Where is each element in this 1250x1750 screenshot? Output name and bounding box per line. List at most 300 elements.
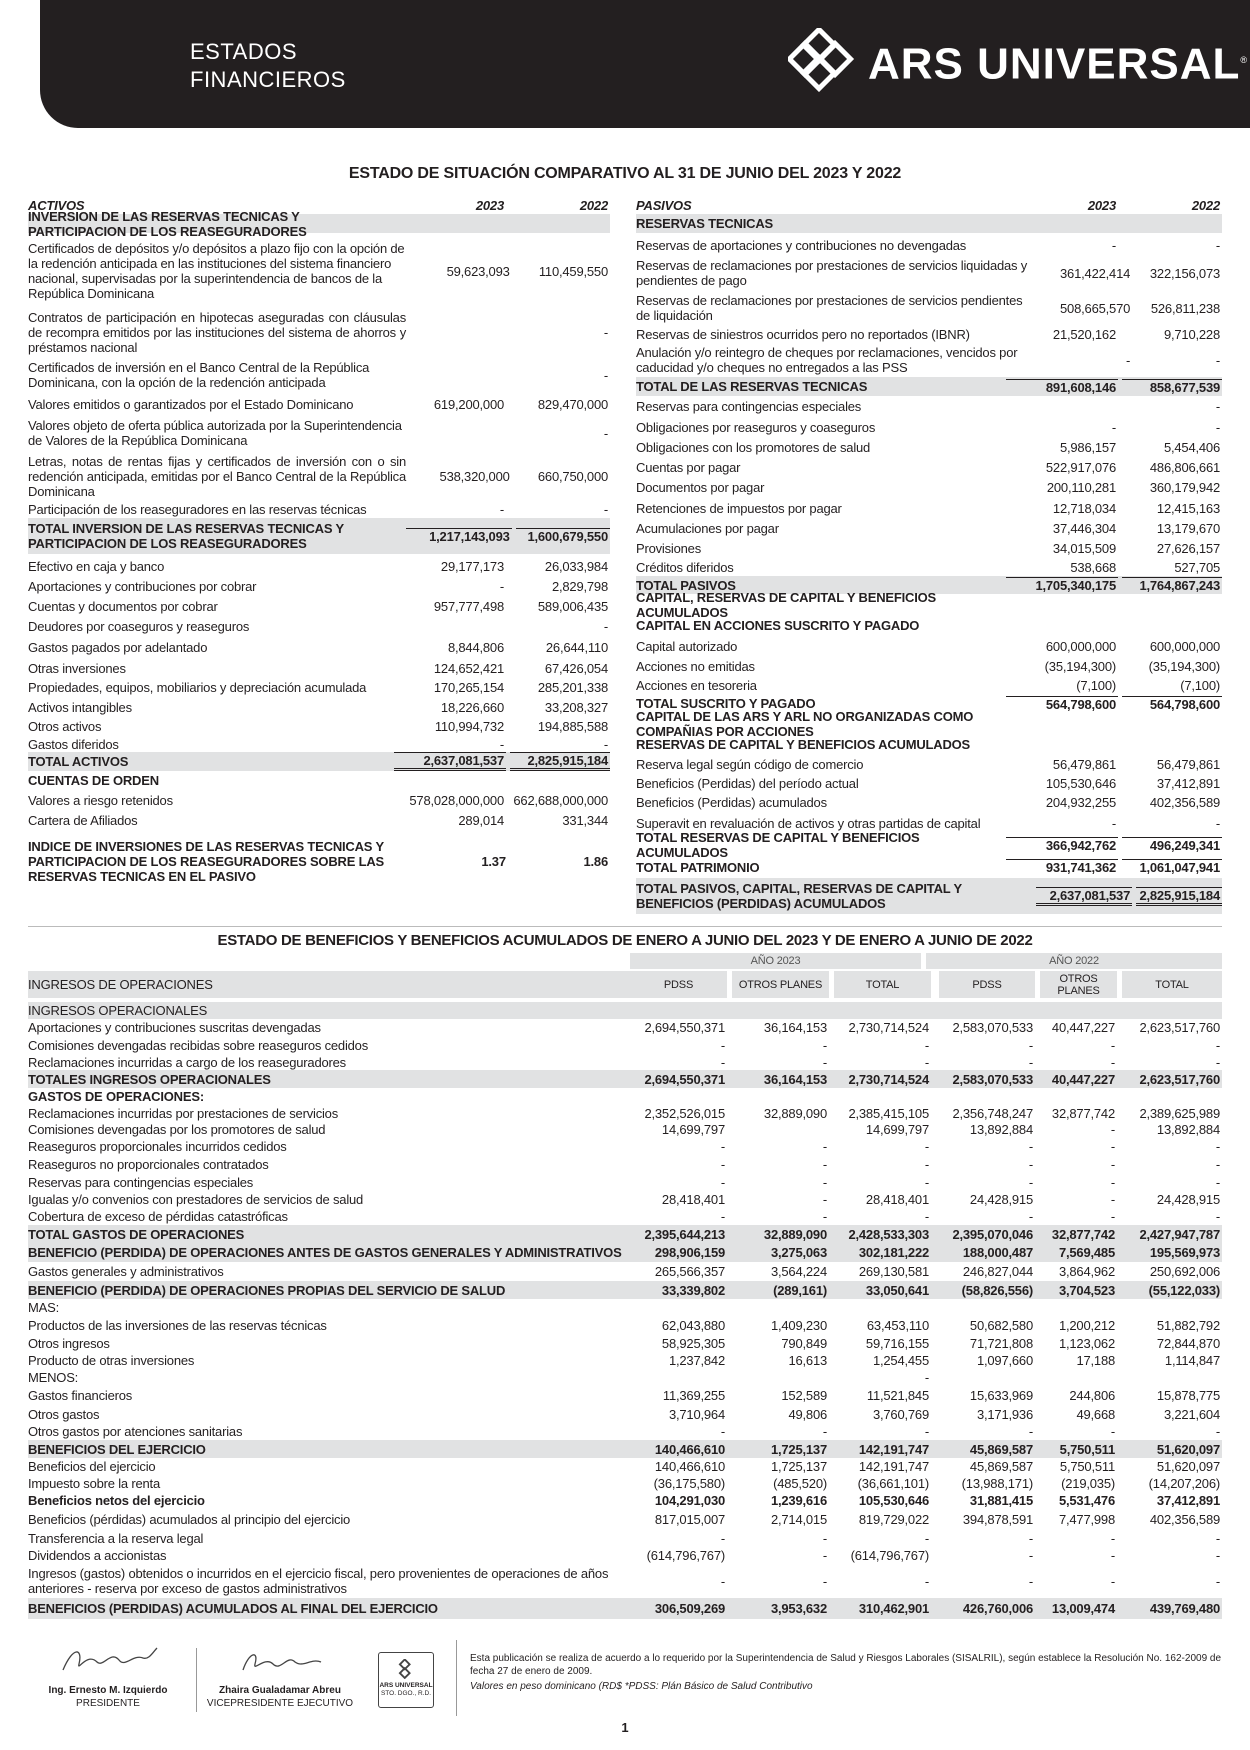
value-cell: - [720,1157,725,1172]
row-label: GASTOS DE OPERACIONES: [28,1089,204,1104]
value-cell: (614,796,767) [850,1548,929,1563]
brand-name [868,34,1248,91]
value-cell: 3,275,063 [770,1245,827,1260]
table-row [636,538,1222,558]
index-row [28,834,610,888]
value-2022: - [1215,352,1220,368]
column-header: PDSS [630,971,727,998]
value-cell: - [822,1573,827,1589]
row-label: TOTAL DE LAS RESERVAS TECNICAS [636,379,868,394]
table-row [28,790,610,810]
value-cell: 298,906,159 [654,1245,725,1260]
value-2022: 67,426,054 [544,660,608,676]
brand-logo-icon [788,28,858,92]
table-row [28,415,610,451]
value-2023: 564,798,600 [1006,696,1118,712]
table-row [28,393,610,415]
row-label: TOTAL GASTOS DE OPERACIONES [28,1226,245,1242]
value-2022: 194,885,588 [537,719,608,734]
value-cell: 269,130,581 [858,1264,929,1279]
table-row [28,1529,1222,1547]
row-label: Reserva legal según código de comercio [636,756,864,772]
row-label: Aportaciones y contribuciones suscritas devengadas [28,1020,321,1035]
table-row [28,1458,1222,1475]
row-label: Efectivo en caja y banco [28,558,165,574]
value-cell: - [1028,1037,1033,1053]
value-cell: (219,035) [1061,1475,1115,1491]
value-2022: - [603,425,608,441]
value-2022: 526,811,238 [1150,300,1220,316]
value-cell: 402,356,589 [1149,1512,1220,1527]
value-cell: - [1028,1138,1033,1154]
value-2023: - [1111,419,1116,435]
table-row [28,1352,1222,1369]
value-2022: 600,000,000 [1149,639,1220,654]
value-cell: - [1028,1054,1033,1070]
row-label: Valores emitidos o garantizados por el Estado Dominicano [28,396,354,412]
value-cell: - [720,1530,725,1546]
value-cell: - [1110,1138,1115,1154]
value-cell: 33,050,641 [865,1282,929,1298]
table-row [28,1225,1222,1243]
value-cell: - [1110,1209,1115,1224]
table-row [28,357,610,393]
value-cell: - [924,1054,929,1070]
column-header-year: 2022 [1191,197,1220,213]
value-cell: 819,729,022 [858,1512,929,1527]
table-row [28,736,610,752]
value-cell: 3,760,769 [872,1406,929,1422]
value-2023: - [1111,237,1116,253]
table-row [28,1174,1222,1191]
value-cell: 2,385,415,105 [848,1105,929,1121]
value-cell: - [1215,1530,1220,1546]
table-row [28,1105,1222,1121]
value-cell: 142,191,747 [858,1459,929,1474]
table-row [636,793,1222,812]
row-label: Valores a riesgo retenidos [28,792,173,808]
value-2022: 110,459,550 [538,263,608,279]
header-title-line1: ESTADOS [190,39,298,64]
row-label: Reservas para contingencias especiales [28,1175,254,1190]
table-row [636,417,1222,437]
table-row [28,1598,1222,1619]
value-2023: 578,028,000,000 [409,792,504,808]
row-label: Acciones no emitidas [636,659,755,674]
page-number: 1 [621,1720,629,1735]
signature-divider [196,1648,197,1712]
value-cell: 37,412,891 [1156,1493,1220,1508]
seal-text: ARS UNIVERSAL [379,1682,433,1689]
row-label: RESERVAS DE CAPITAL Y BENEFICIOS ACUMULADOS [636,736,971,752]
value-cell: - [924,1175,929,1190]
table-row [28,1002,1222,1019]
value-cell: 13,009,474 [1051,1601,1115,1616]
table-row [28,1070,1222,1088]
value-cell: 50,682,580 [969,1317,1033,1333]
value-2023: 538,320,000 [439,468,510,484]
row-label: INDICE DE INVERSIONES DE LAS RESERVAS TECNICAS Y PARTICIPACION DE LOS REASEGURADORES SOBRE LAS RESERVAS TECNICAS EN EL PASIVO [28,838,384,884]
year-band-row [28,953,1222,969]
value-cell: - [1028,1424,1033,1439]
value-cell: 11,369,255 [662,1388,725,1403]
row-label: Retenciones de impuestos por pagar [636,500,842,516]
signature-vp-role: VICEPRESIDENTE EJECUTIVO [206,1698,354,1709]
row-label: Otros activos [28,719,102,734]
value-cell: 63,453,110 [866,1317,929,1333]
value-cell: - [924,1370,929,1385]
value-cell: - [1110,1157,1115,1172]
row-label: BENEFICIOS (PERDIDAS) ACUMULADOS AL FINAL DEL EJERCICIO [28,1601,438,1616]
value-2022: 33,208,327 [544,700,608,715]
row-label: Provisiones [636,540,701,556]
value-cell: 24,428,915 [1156,1192,1220,1207]
value-cell: 2,395,644,213 [644,1226,725,1242]
row-label: Cobertura de exceso de pérdidas catastróficas [28,1209,288,1224]
value-cell: - [924,1037,929,1053]
value-cell: 32,889,090 [763,1226,827,1242]
value-2023: 1.37 [481,853,506,869]
signature-vp-icon [225,1642,335,1680]
table-row [28,1243,1222,1262]
value-2023: 931,741,362 [1006,859,1118,875]
row-label: Cuentas por pagar [636,459,741,475]
value-cell: - [822,1037,827,1053]
signature-president-icon [53,1642,163,1680]
grand-total-row [636,878,1222,914]
value-2022: 829,470,000 [537,396,608,412]
value-2023: 8,844,806 [447,640,504,655]
row-label: Comisiones devengadas recibidas sobre reaseguros cedidos [28,1037,369,1053]
row-label: Cuentas y documentos por cobrar [28,598,218,614]
value-cell: - [1215,1175,1220,1190]
section-header [636,214,1222,233]
value-cell: 246,827,044 [962,1264,1033,1279]
value-cell: - [1110,1054,1115,1070]
value-2022: 2,829,798 [551,578,608,594]
value-2022: - [603,324,608,340]
row-label: Deudores por coaseguros y reaseguros [28,618,250,634]
header-title-line2: FINANCIEROS [190,67,346,92]
value-cell: - [924,1424,929,1439]
value-2022: 26,033,984 [544,558,608,574]
value-2023: (35,194,300) [1044,659,1116,674]
value-2022: - [603,736,608,752]
value-cell: 58,925,305 [661,1335,725,1351]
value-2023: 366,942,762 [1006,837,1118,853]
value-cell: 16,613 [788,1353,827,1368]
value-cell: 32,877,742 [1051,1105,1115,1121]
table-row [636,343,1222,377]
value-cell: 45,869,587 [969,1441,1033,1457]
value-2022: 496,249,341 [1122,837,1222,853]
value-cell: 1,200,212 [1058,1317,1115,1333]
value-cell: 1,409,230 [770,1317,827,1333]
value-2023: 200,110,281 [1046,480,1116,495]
table-row [28,810,610,830]
row-label: Reclamaciones incurridas por prestaciones de servicios [28,1105,339,1121]
row-label: Propiedades, equipos, mobiliarios y depreciación acumulada [28,680,367,695]
column-header: OTROS PLANES [732,971,829,998]
value-cell: 152,589 [781,1388,827,1403]
section-header [28,208,610,239]
value-cell: 3,171,936 [976,1406,1033,1422]
value-cell: 2,428,533,303 [848,1226,929,1242]
value-cell: - [924,1209,929,1224]
column-header: TOTAL [834,971,931,998]
value-2022: 660,750,000 [537,468,608,484]
value-cell: 1,114,847 [1164,1353,1220,1368]
table-row [28,576,610,596]
value-cell: 265,566,357 [654,1264,725,1279]
value-cell: (55,122,033) [1148,1282,1220,1298]
value-cell: - [1110,1530,1115,1546]
value-cell: 3,953,632 [770,1601,827,1616]
row-label: CUENTAS DE ORDEN [28,773,159,788]
row-label: TOTAL SUSCRITO Y PAGADO [636,696,816,711]
row-label: TOTAL RESERVAS DE CAPITAL Y BENEFICIOS ACUMULADOS [636,830,920,860]
value-cell: 1,725,137 [770,1441,827,1457]
table-row [28,556,610,576]
value-cell: - [1215,1054,1220,1070]
row-label: Reservas de reclamaciones por prestaciones de servicios pendientes de liquidación [636,293,1023,323]
table-row [636,235,1222,255]
value-cell: 3,864,962 [1058,1264,1115,1279]
value-cell: 790,849 [781,1335,827,1351]
value-2023: 289,014 [458,812,504,828]
value-cell: (36,175,580) [653,1475,725,1491]
column-header-year: 2022 [579,197,608,213]
value-cell: 36,164,153 [763,1071,827,1087]
row-label: TOTAL ACTIVOS [28,754,129,769]
table-row [28,1564,1222,1598]
value-cell: 14,699,797 [865,1121,929,1137]
table-row [28,698,610,717]
value-cell: 439,769,480 [1149,1601,1220,1616]
value-cell: - [822,1138,827,1154]
value-cell: 33,339,802 [661,1282,725,1298]
value-cell: 24,428,915 [969,1192,1033,1207]
value-cell: 17,188 [1076,1353,1115,1368]
value-cell: 188,000,487 [962,1245,1033,1260]
page-header [40,0,1250,128]
value-2022: 56,479,861 [1156,756,1220,772]
value-2022: 2,825,915,184 [1136,887,1222,906]
value-cell: - [1028,1573,1033,1589]
header-title [190,38,346,94]
row-label: MAS: [28,1300,59,1315]
row-label: Otras inversiones [28,660,126,676]
value-cell: - [720,1138,725,1154]
value-2022: 662,688,000,000 [513,792,608,808]
value-2023: 18,226,660 [440,700,504,715]
value-2023: 5,986,157 [1059,439,1116,455]
seal-subtext: STO. DGO., R.D. [380,1690,432,1697]
table-row [636,396,1222,417]
value-2023: 957,777,498 [433,598,504,614]
table-row [636,477,1222,498]
table-row [636,518,1222,538]
value-2022: - [1215,237,1220,253]
value-2023: 124,652,421 [433,660,504,676]
balance-title: ESTADO DE SITUACIÓN COMPARATIVO AL 31 DE JUNIO DEL 2023 Y 2022 [348,165,902,182]
signature-president [28,1642,188,1710]
value-cell: (485,520) [773,1475,827,1491]
value-2022: 13,179,670 [1156,520,1220,536]
value-cell: 49,668 [1076,1406,1115,1422]
value-cell: - [720,1037,725,1053]
value-2023: 21,520,162 [1052,326,1116,342]
value-2022: - [1215,399,1220,414]
value-cell: - [822,1175,827,1190]
row-label: Contratos de participación en hipotecas aseguradas con cláusulas de recompra emitidos por las instituciones del sistema de ahorros y préstamos nacional [28,309,406,355]
value-2022: 331,344 [562,812,608,828]
section-header [28,771,610,790]
value-cell: 1,123,062 [1058,1335,1115,1351]
table-row [28,501,610,518]
income-header-label: INGRESOS DE OPERACIONES [28,977,213,992]
value-cell: - [822,1548,827,1563]
value-cell: - [822,1209,827,1224]
table-row [28,1155,1222,1174]
value-cell: - [1215,1209,1220,1224]
value-cell: 104,291,030 [654,1493,725,1508]
row-label: BENEFICIO (PERDIDA) DE OPERACIONES PROPIAS DEL SERVICIO DE SALUD [28,1282,506,1298]
value-cell: 426,760,006 [962,1601,1033,1616]
footer-divider [456,1640,457,1716]
row-label: Obligaciones con los promotores de salud [636,439,871,455]
seal-logo-icon [395,1659,417,1679]
value-2022: 1,600,679,550 [516,528,610,544]
value-cell: - [1110,1424,1115,1439]
total-row [28,752,610,771]
value-cell: (13,988,171) [961,1475,1033,1491]
row-label: Activos intangibles [28,700,132,715]
row-label: Beneficios (Perdidas) acumulados [636,795,827,810]
table-row [636,636,1222,657]
row-label: Ingresos (gastos) obtenidos o incurridos en el ejercicio fiscal, pero provenientes de operaciones de años anteriores - reserva por exceso de gastos administrativos [28,1566,609,1596]
value-cell: (14,207,206) [1148,1475,1220,1491]
table-row [636,657,1222,676]
value-cell: - [1028,1530,1033,1546]
value-cell: - [924,1157,929,1172]
value-2023: - [1111,815,1116,831]
row-label: TOTAL PASIVOS, CAPITAL, RESERVAS DE CAPITAL Y BENEFICIOS (PERDIDAS) ACUMULADOS [636,881,962,911]
value-2022: 37,412,891 [1156,776,1220,791]
value-cell: 394,878,591 [962,1512,1033,1527]
value-cell: - [1215,1037,1220,1053]
section-header [636,589,1222,620]
column-header-year: 2023 [1087,197,1116,213]
value-cell: 2,623,517,760 [1139,1071,1220,1087]
value-2022: - [1215,815,1220,831]
value-2022: 402,356,589 [1149,795,1220,810]
value-cell: 3,221,604 [1163,1406,1220,1422]
total-row [28,518,610,554]
value-cell: 7,569,485 [1058,1245,1115,1260]
table-row [636,774,1222,793]
value-cell: 2,694,550,371 [644,1071,725,1087]
table-row [28,1054,1222,1070]
table-row [636,437,1222,457]
row-label: Capital autorizado [636,639,738,654]
value-2023: 1,705,340,175 [1006,577,1118,593]
row-label: Superavit en revaluación de activos y otras partidas de capital [636,815,981,831]
row-label: Reservas de siniestros ocurridos pero no reportados (IBNR) [636,326,970,342]
value-cell: - [1110,1037,1115,1053]
row-label: Dividendos a accionistas [28,1548,167,1563]
value-cell: 2,694,550,371 [644,1020,725,1035]
value-cell: 250,692,006 [1149,1264,1220,1279]
value-cell: 71,721,808 [969,1335,1033,1351]
value-cell: - [1215,1573,1220,1589]
row-label: Producto de otras inversiones [28,1353,195,1368]
row-label: Gastos financieros [28,1388,133,1403]
section-header [636,615,1222,636]
row-label: Cartera de Afiliados [28,812,138,828]
value-cell: - [822,1157,827,1172]
value-2022: 27,626,157 [1156,540,1220,556]
table-row [636,558,1222,576]
row-label: Acumulaciones por pagar [636,520,779,536]
row-label: Créditos diferidos [636,559,734,575]
value-2022: 9,710,228 [1163,326,1220,342]
value-2023: 2,637,081,537 [394,752,506,771]
table-row [636,754,1222,774]
income-statement [28,953,1222,1619]
column-header: OTROS PLANES [1040,971,1117,998]
company-seal [378,1652,434,1708]
value-cell: 310,462,901 [858,1601,929,1616]
brand-name-text: ARS UNIVERSAL [868,39,1241,89]
value-cell: - [924,1530,929,1546]
liabilities-header [636,196,1222,214]
value-2022: 285,201,338 [537,680,608,695]
value-cell: 2,583,070,533 [952,1020,1033,1035]
value-cell: 3,704,523 [1058,1282,1115,1298]
value-cell: 59,716,155 [865,1335,929,1351]
row-label: Beneficios (Perdidas) del período actual [636,776,859,791]
table-row [636,498,1222,518]
table-row [28,659,610,677]
table-row [28,1386,1222,1405]
signature-president-role: PRESIDENTE [76,1698,140,1709]
row-label: Reservas de reclamaciones por prestaciones de servicios liquidadas y pendientes de pago [636,258,1028,288]
row-label: TOTALES INGRESOS OPERACIONALES [28,1071,271,1087]
row-label: BENEFICIO (PERDIDA) DE OPERACIONES ANTES DE GASTOS GENERALES Y ADMINISTRATIVOS [28,1245,622,1260]
value-2022: - [603,502,608,517]
value-cell: (614,796,767) [646,1548,725,1563]
value-cell: - [924,1573,929,1589]
value-2023: 105,530,646 [1045,776,1116,791]
liabilities-column [636,196,1222,914]
value-2023: 29,177,173 [440,558,504,574]
value-2022: (7,100) [1180,677,1220,693]
row-label: Participación de los reaseguradores en las reservas técnicas [28,502,367,517]
value-2023: 600,000,000 [1045,639,1116,654]
table-row [28,1191,1222,1208]
value-cell: - [1215,1138,1220,1154]
row-label: BENEFICIOS DEL EJERCICIO [28,1441,206,1457]
row-label: RESERVAS TECNICAS [636,216,773,231]
value-cell: 7,477,998 [1058,1512,1115,1527]
table-row [28,1208,1222,1225]
value-2022: 1,061,047,941 [1122,859,1222,875]
table-row [636,325,1222,343]
table-row [636,255,1222,291]
value-2023: - [499,736,504,752]
total-row [636,830,1222,860]
